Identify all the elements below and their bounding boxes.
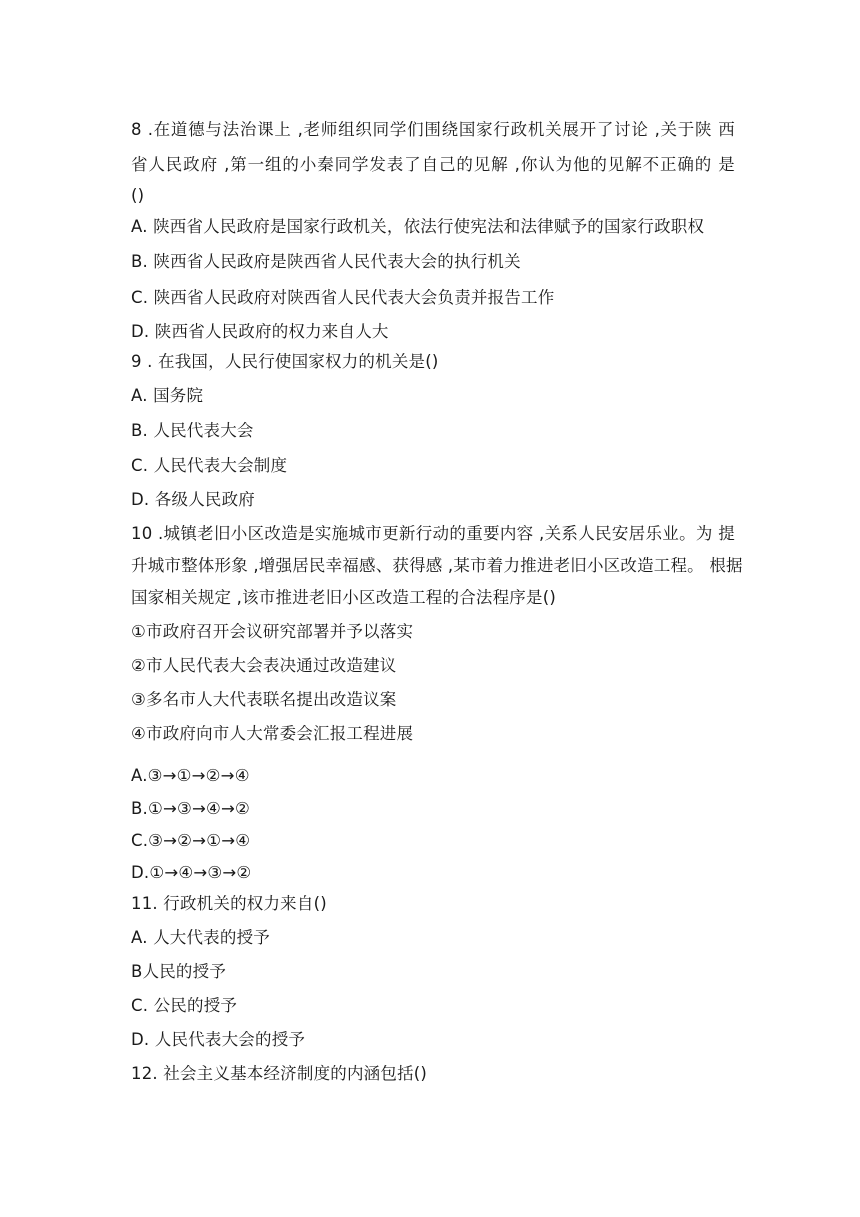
question-10-stem-line-3: 国家相关规定 ,该市推进老旧小区改造工程的合法程序是() [131,588,556,607]
question-8-option-b: B. 陕西省人民政府是陕西省人民代表大会的执行机关 [131,252,521,271]
question-8-stem-line-1: 8 .在道德与法治课上 ,老师组织同学们围绕国家行政机关展开了讨论 ,关于陕 西 [131,120,735,139]
question-12-stem: 12. 社会主义基本经济制度的内涵包括() [131,1064,428,1083]
question-9-stem: 9 . 在我国，人民行使国家权力的机关是() [131,352,439,371]
question-10-statement-2: ②市人民代表大会表决通过改造建议 [131,656,397,675]
question-9-option-d: D. 各级人民政府 [131,490,255,509]
question-10-statement-4: ④市政府向市人大常委会汇报工程进展 [131,724,414,743]
question-11-option-c: C. 公民的授予 [131,996,238,1015]
question-11-option-d: D. 人民代表大会的授予 [131,1030,306,1049]
question-11-option-b: B人民的授予 [131,962,227,981]
question-8-option-a: A. 陕西省人民政府是国家行政机关，依法行使宪法和法律赋予的国家行政职权 [131,217,705,236]
question-9-option-a: A. 国务院 [131,386,204,405]
question-10-option-d: D.①→④→③→② [131,863,252,882]
question-10-option-b: B.①→③→④→② [131,799,251,818]
question-11-stem: 11. 行政机关的权力来自() [131,894,327,913]
question-10-statement-1: ①市政府召开会议研究部署并予以落实 [131,622,414,641]
question-11-option-a: A. 人大代表的授予 [131,928,270,947]
question-10-option-c: C.③→②→①→④ [131,831,251,850]
question-9-option-c: C. 人民代表大会制度 [131,456,288,475]
question-9-option-b: B. 人民代表大会 [131,421,254,440]
question-8-stem-line-3: () [131,186,145,205]
question-8-option-c: C. 陕西省人民政府对陕西省人民代表大会负责并报告工作 [131,288,555,307]
question-10-statement-3: ③多名市人大代表联名提出改造议案 [131,690,397,709]
question-10-option-a: A.③→①→②→④ [131,766,250,785]
question-10-stem-line-1: 10 .城镇老旧小区改造是实施城市更新行动的重要内容 ,关系人民安居乐业。为 提 [131,524,735,543]
question-8-stem-line-2: 省人民政府 ,第一组的小秦同学发表了自己的见解 ,你认为他的见解不正确的 是 [131,155,735,174]
question-8-option-d: D. 陕西省人民政府的权力来自人大 [131,322,389,341]
question-10-stem-line-2: 升城市整体形象 ,增强居民幸福感、获得感 ,某市着力推进老旧小区改造工程。 根据 [131,556,743,575]
